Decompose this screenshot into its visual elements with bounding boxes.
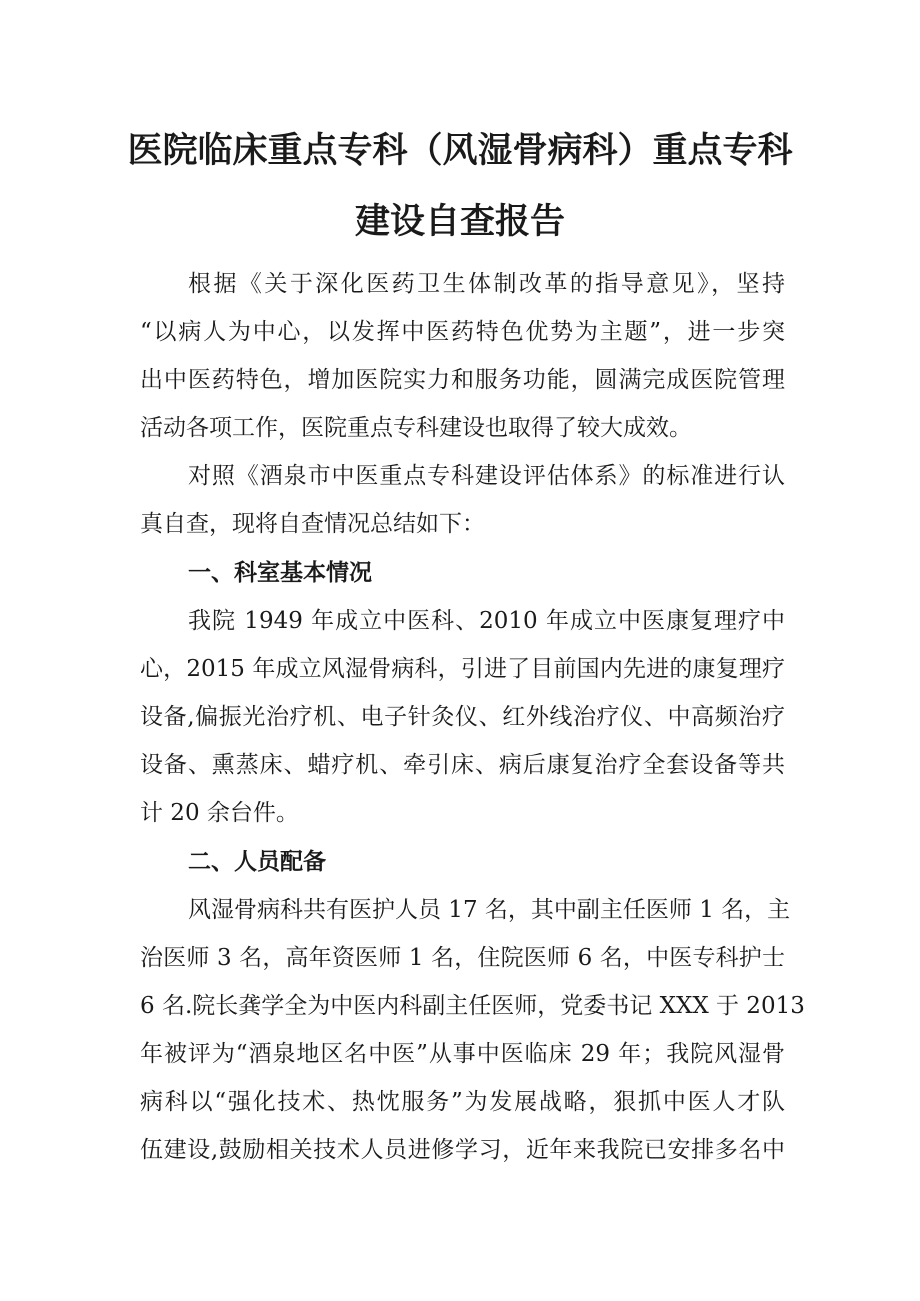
paragraph-4-line: 病科以“强化技术、热忱服务”为发展战略，狠抓中医人才队 (140, 1089, 785, 1115)
section-heading-basic-info: 一、科室基本情况 (188, 560, 372, 586)
document-title-line-1: 医院临床重点专科（风湿骨病科）重点专科 (127, 131, 793, 171)
paragraph-2-line: 真自查，现将自查情况总结如下： (140, 511, 485, 537)
paragraph-2-line: 对照《酒泉市中医重点专科建设评估体系》的标准进行认 (188, 463, 785, 489)
paragraph-1-line: 活动各项工作，医院重点专科建设也取得了较大成效。 (140, 415, 692, 441)
paragraph-3-line: 我院 1949 年成立中医科、2010 年成立中医康复理疗中 (188, 608, 785, 634)
paragraph-1-line: “以病人为中心，以发挥中医药特色优势为主题”，进一步突 (140, 319, 785, 345)
paragraph-3-line: 设备、熏蒸床、蜡疗机、牵引床、病后康复治疗全套设备等共 (140, 752, 785, 778)
paragraph-1-line: 根据《关于深化医药卫生体制改革的指导意见》，坚持 (188, 271, 785, 297)
paragraph-4-line: 6 名.院长龚学全为中医内科副主任医师，党委书记 XXX 于 2013 (140, 993, 805, 1019)
paragraph-4-line: 伍建设,鼓励相关技术人员进修学习，近年来我院已安排多名中 (140, 1137, 785, 1163)
section-heading-staffing: 二、人员配备 (188, 849, 326, 875)
paragraph-3-line: 设备,偏振光治疗机、电子针灸仪、红外线治疗仪、中高频治疗 (140, 704, 785, 730)
paragraph-3-line: 心，2015 年成立风湿骨病科，引进了目前国内先进的康复理疗 (140, 656, 785, 682)
paragraph-4-line: 年被评为“酒泉地区名中医”从事中医临床 29 年；我院风湿骨 (140, 1041, 785, 1067)
document-title-line-2: 建设自查报告 (354, 202, 565, 242)
paragraph-1-line: 出中医药特色，增加医院实力和服务功能，圆满完成医院管理 (140, 367, 785, 393)
paragraph-3-line: 计 20 余台件。 (140, 800, 299, 826)
paragraph-4-line: 治医师 3 名，高年资医师 1 名，住院医师 6 名，中医专科护士 (140, 945, 785, 971)
paragraph-4-line: 风湿骨病科共有医护人员 17 名，其中副主任医师 1 名，主 (188, 897, 791, 923)
